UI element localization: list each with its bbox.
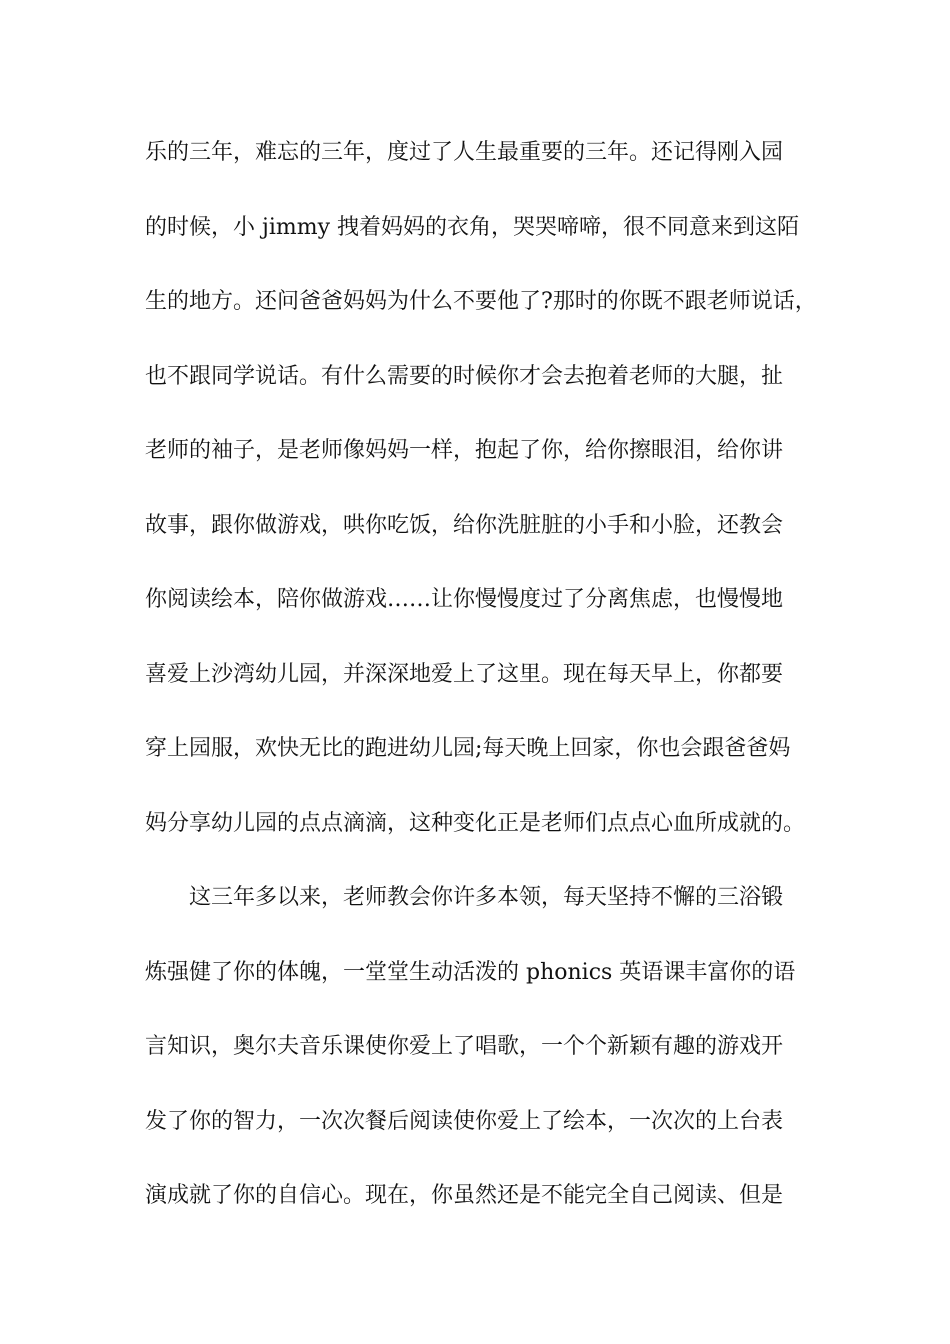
text-line-13: 言知识，奥尔夫音乐课使你爱上了唱歌，一个个新颖有趣的游戏开 (145, 1034, 784, 1059)
text-line-7: 你阅读绘本，陪你做游戏……让你慢慢度过了分离焦虑，也慢慢地 (145, 587, 784, 612)
paragraph-start-line: 这三年多以来，老师教会你许多本领，每天坚持不懈的三浴锻 (189, 885, 784, 910)
text-line-4: 也不跟同学说话。有什么需要的时候你才会去抱着老师的大腿，扯 (145, 363, 784, 389)
text-line-15: 演成就了你的自信心。现在，你虽然还是不能完全自己阅读、但是 (145, 1183, 784, 1208)
text-line-9: 穿上园服，欢快无比的跑进幼儿园;每天晚上回家，你也会跟爸爸妈 (145, 736, 791, 761)
text-line-14: 发了你的智力，一次次餐后阅读使你爱上了绘本，一次次的上台表 (145, 1108, 784, 1134)
text-line-1: 乐的三年，难忘的三年，度过了人生最重要的三年。还记得刚入园 (145, 140, 784, 165)
text-line-2: 的时候，小 jimmy 拽着妈妈的衣角，哭哭啼啼，很不同意来到这陌 (145, 214, 799, 240)
text-line-8: 喜爱上沙湾幼儿园，并深深地爱上了这里。现在每天早上，你都要 (145, 661, 784, 687)
text-line-5: 老师的袖子，是老师像妈妈一样，抱起了你，给你擦眼泪，给你讲 (145, 438, 784, 463)
text-line-12: 炼强健了你的体魄，一堂堂生动活泼的 phonics 英语课丰富你的语 (145, 959, 796, 985)
text-line-3: 生的地方。还问爸爸妈妈为什么不要他了?那时的你既不跟老师说话， (145, 289, 817, 314)
text-line-10: 妈分享幼儿园的点点滴滴，这种变化正是老师们点点心血所成就的。 (145, 810, 806, 836)
body-text (145, 125, 825, 1243)
text-line-6: 故事，跟你做游戏，哄你吃饭，给你洗脏脏的小手和小脸，还教会 (145, 512, 784, 538)
